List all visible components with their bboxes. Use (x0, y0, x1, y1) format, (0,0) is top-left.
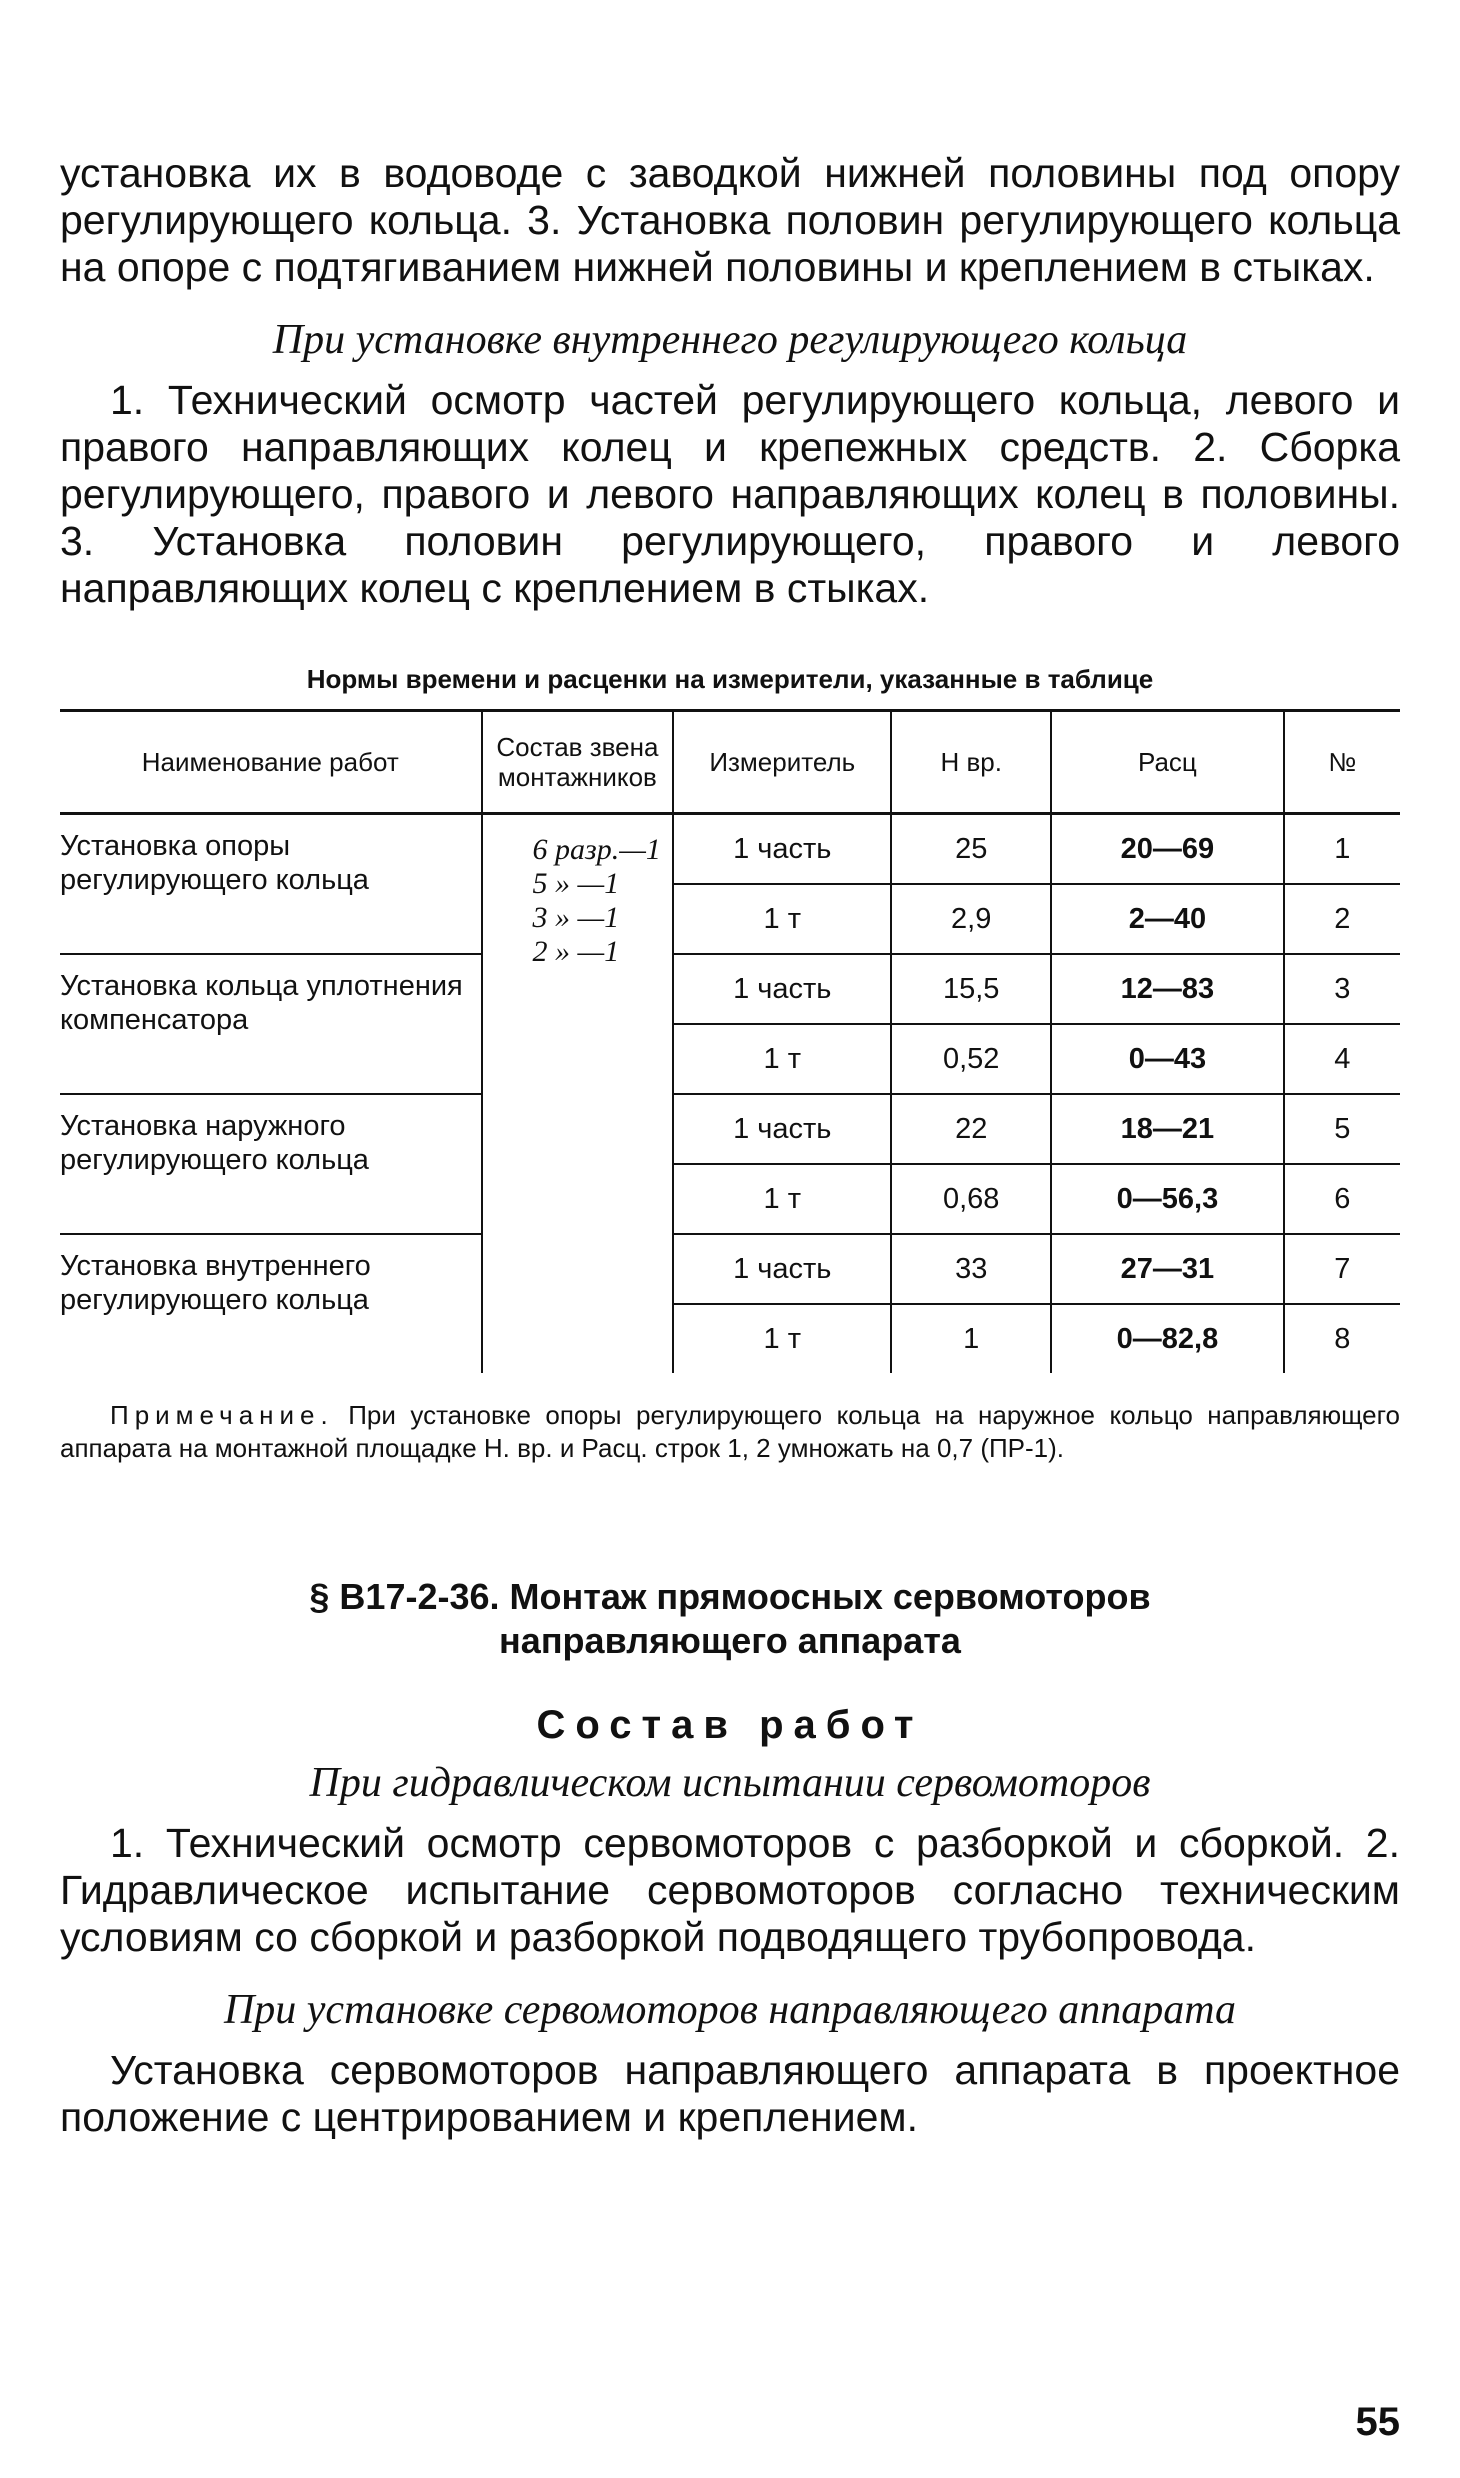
crew-line: 2 » —1 (532, 935, 620, 968)
hydraulic-heading: При гидравлическом испытании сервомоторов (309, 1760, 1151, 1806)
cell-norm-time: 25 (891, 814, 1051, 885)
header-work-name: Наименование работ (60, 711, 482, 814)
cell-unit: 1 т (673, 1024, 891, 1094)
header-crew: Состав звена монтажников (482, 711, 674, 814)
inner-ring-heading: При установке внутреннего регулирующего кольца (272, 317, 1188, 363)
installation-heading: При установке сервомоторов направляющего аппарата (223, 1987, 1237, 2033)
cell-rate: 0—56,3 (1051, 1164, 1284, 1234)
cell-number: 8 (1284, 1304, 1400, 1373)
header-rate: Расц (1051, 711, 1284, 814)
cell-unit: 1 часть (673, 954, 891, 1024)
work-name: Установка опоры регулирующего кольца (60, 814, 482, 955)
installation-text: Установка сервомоторов направляющего аппарата в проектное положение с центрированием и креплением. (60, 2047, 1400, 2140)
cell-rate: 0—43 (1051, 1024, 1284, 1094)
cell-number: 5 (1284, 1094, 1400, 1164)
header-unit: Измеритель (673, 711, 891, 814)
crew-composition (482, 814, 674, 1374)
cell-number: 3 (1284, 954, 1400, 1024)
header-norm-time: Н вр. (891, 711, 1051, 814)
page-number: 55 (1355, 2400, 1400, 2444)
intro-paragraph: установка их в водоводе с заводкой нижней половины под опору регулирующего кольца. 3. Установка половин регулирующего кольца на опоре с подтягиванием нижней половины и креплением в стыках. (60, 150, 1400, 290)
cell-number: 6 (1284, 1164, 1400, 1234)
section-title-line: направляющего аппарата (499, 1620, 961, 1661)
table-caption: Нормы времени и расценки на измерители, указанные в таблице (306, 664, 1154, 694)
hydraulic-text: 1. Технический осмотр сервомоторов с разборкой и сборкой. 2. Гидравлическое испытание сервомоторов согласно техническим условиям со сборкой и разборкой подводящего трубопровода. (60, 1820, 1400, 1960)
cell-norm-time: 1 (891, 1304, 1051, 1373)
cell-unit: 1 т (673, 1164, 891, 1234)
work-name: Установка наружного регулирующего кольца (60, 1094, 482, 1234)
work-name: Установка кольца уплотнения компенсатора (60, 954, 482, 1094)
cell-rate: 2—40 (1051, 884, 1284, 954)
table-row (60, 1234, 1400, 1304)
cell-norm-time: 2,9 (891, 884, 1051, 954)
cell-rate: 18—21 (1051, 1094, 1284, 1164)
note-label: Примечание. (110, 1400, 334, 1430)
table-row (60, 954, 1400, 1024)
table-row (60, 1094, 1400, 1164)
cell-norm-time: 0,52 (891, 1024, 1051, 1094)
section-title-line: § В17-2-36. Монтаж прямоосных сервомоторов (309, 1576, 1151, 1617)
crew-line: 5 » —1 (532, 867, 620, 900)
cell-number: 2 (1284, 884, 1400, 954)
cell-unit: 1 часть (673, 1094, 891, 1164)
cell-rate: 27—31 (1051, 1234, 1284, 1304)
composition-heading: Состав работ (536, 1703, 924, 1747)
cell-rate: 12—83 (1051, 954, 1284, 1024)
note-text: При установке опоры регулирующего кольца на наружное кольцо направляющего аппарата на монтажной площадке Н. вр. и Расц. строк 1, 2 умножать на 0,7 (ПР-1). (60, 1400, 1400, 1463)
cell-norm-time: 15,5 (891, 954, 1051, 1024)
cell-number: 7 (1284, 1234, 1400, 1304)
header-number: № (1284, 711, 1400, 814)
section-title (60, 1575, 1400, 1663)
cell-unit: 1 часть (673, 814, 891, 885)
table-row (60, 814, 1400, 885)
table-header-row (60, 711, 1400, 814)
cell-rate: 20—69 (1051, 814, 1284, 885)
norms-table (60, 709, 1400, 1373)
cell-norm-time: 22 (891, 1094, 1051, 1164)
cell-norm-time: 0,68 (891, 1164, 1051, 1234)
cell-number: 1 (1284, 814, 1400, 885)
cell-unit: 1 т (673, 1304, 891, 1373)
crew-line: 6 разр.—1 (532, 833, 661, 866)
cell-norm-time: 33 (891, 1234, 1051, 1304)
cell-rate: 0—82,8 (1051, 1304, 1284, 1373)
document-page (60, 150, 1400, 2141)
inner-ring-text: 1. Технический осмотр частей регулирующего кольца, левого и правого направляющих колец и крепежных средств. 2. Сборка регулирующего, правого и левого направляющих колец в половины. 3. Установка половин регулирующего, правого и левого направляющих колец с креплением в стыках. (60, 377, 1400, 611)
cell-unit: 1 т (673, 884, 891, 954)
crew-line: 3 » —1 (532, 901, 620, 934)
cell-unit: 1 часть (673, 1234, 891, 1304)
cell-number: 4 (1284, 1024, 1400, 1094)
table-note (60, 1399, 1400, 1465)
work-name: Установка внутреннего регулирующего кольца (60, 1250, 371, 1316)
